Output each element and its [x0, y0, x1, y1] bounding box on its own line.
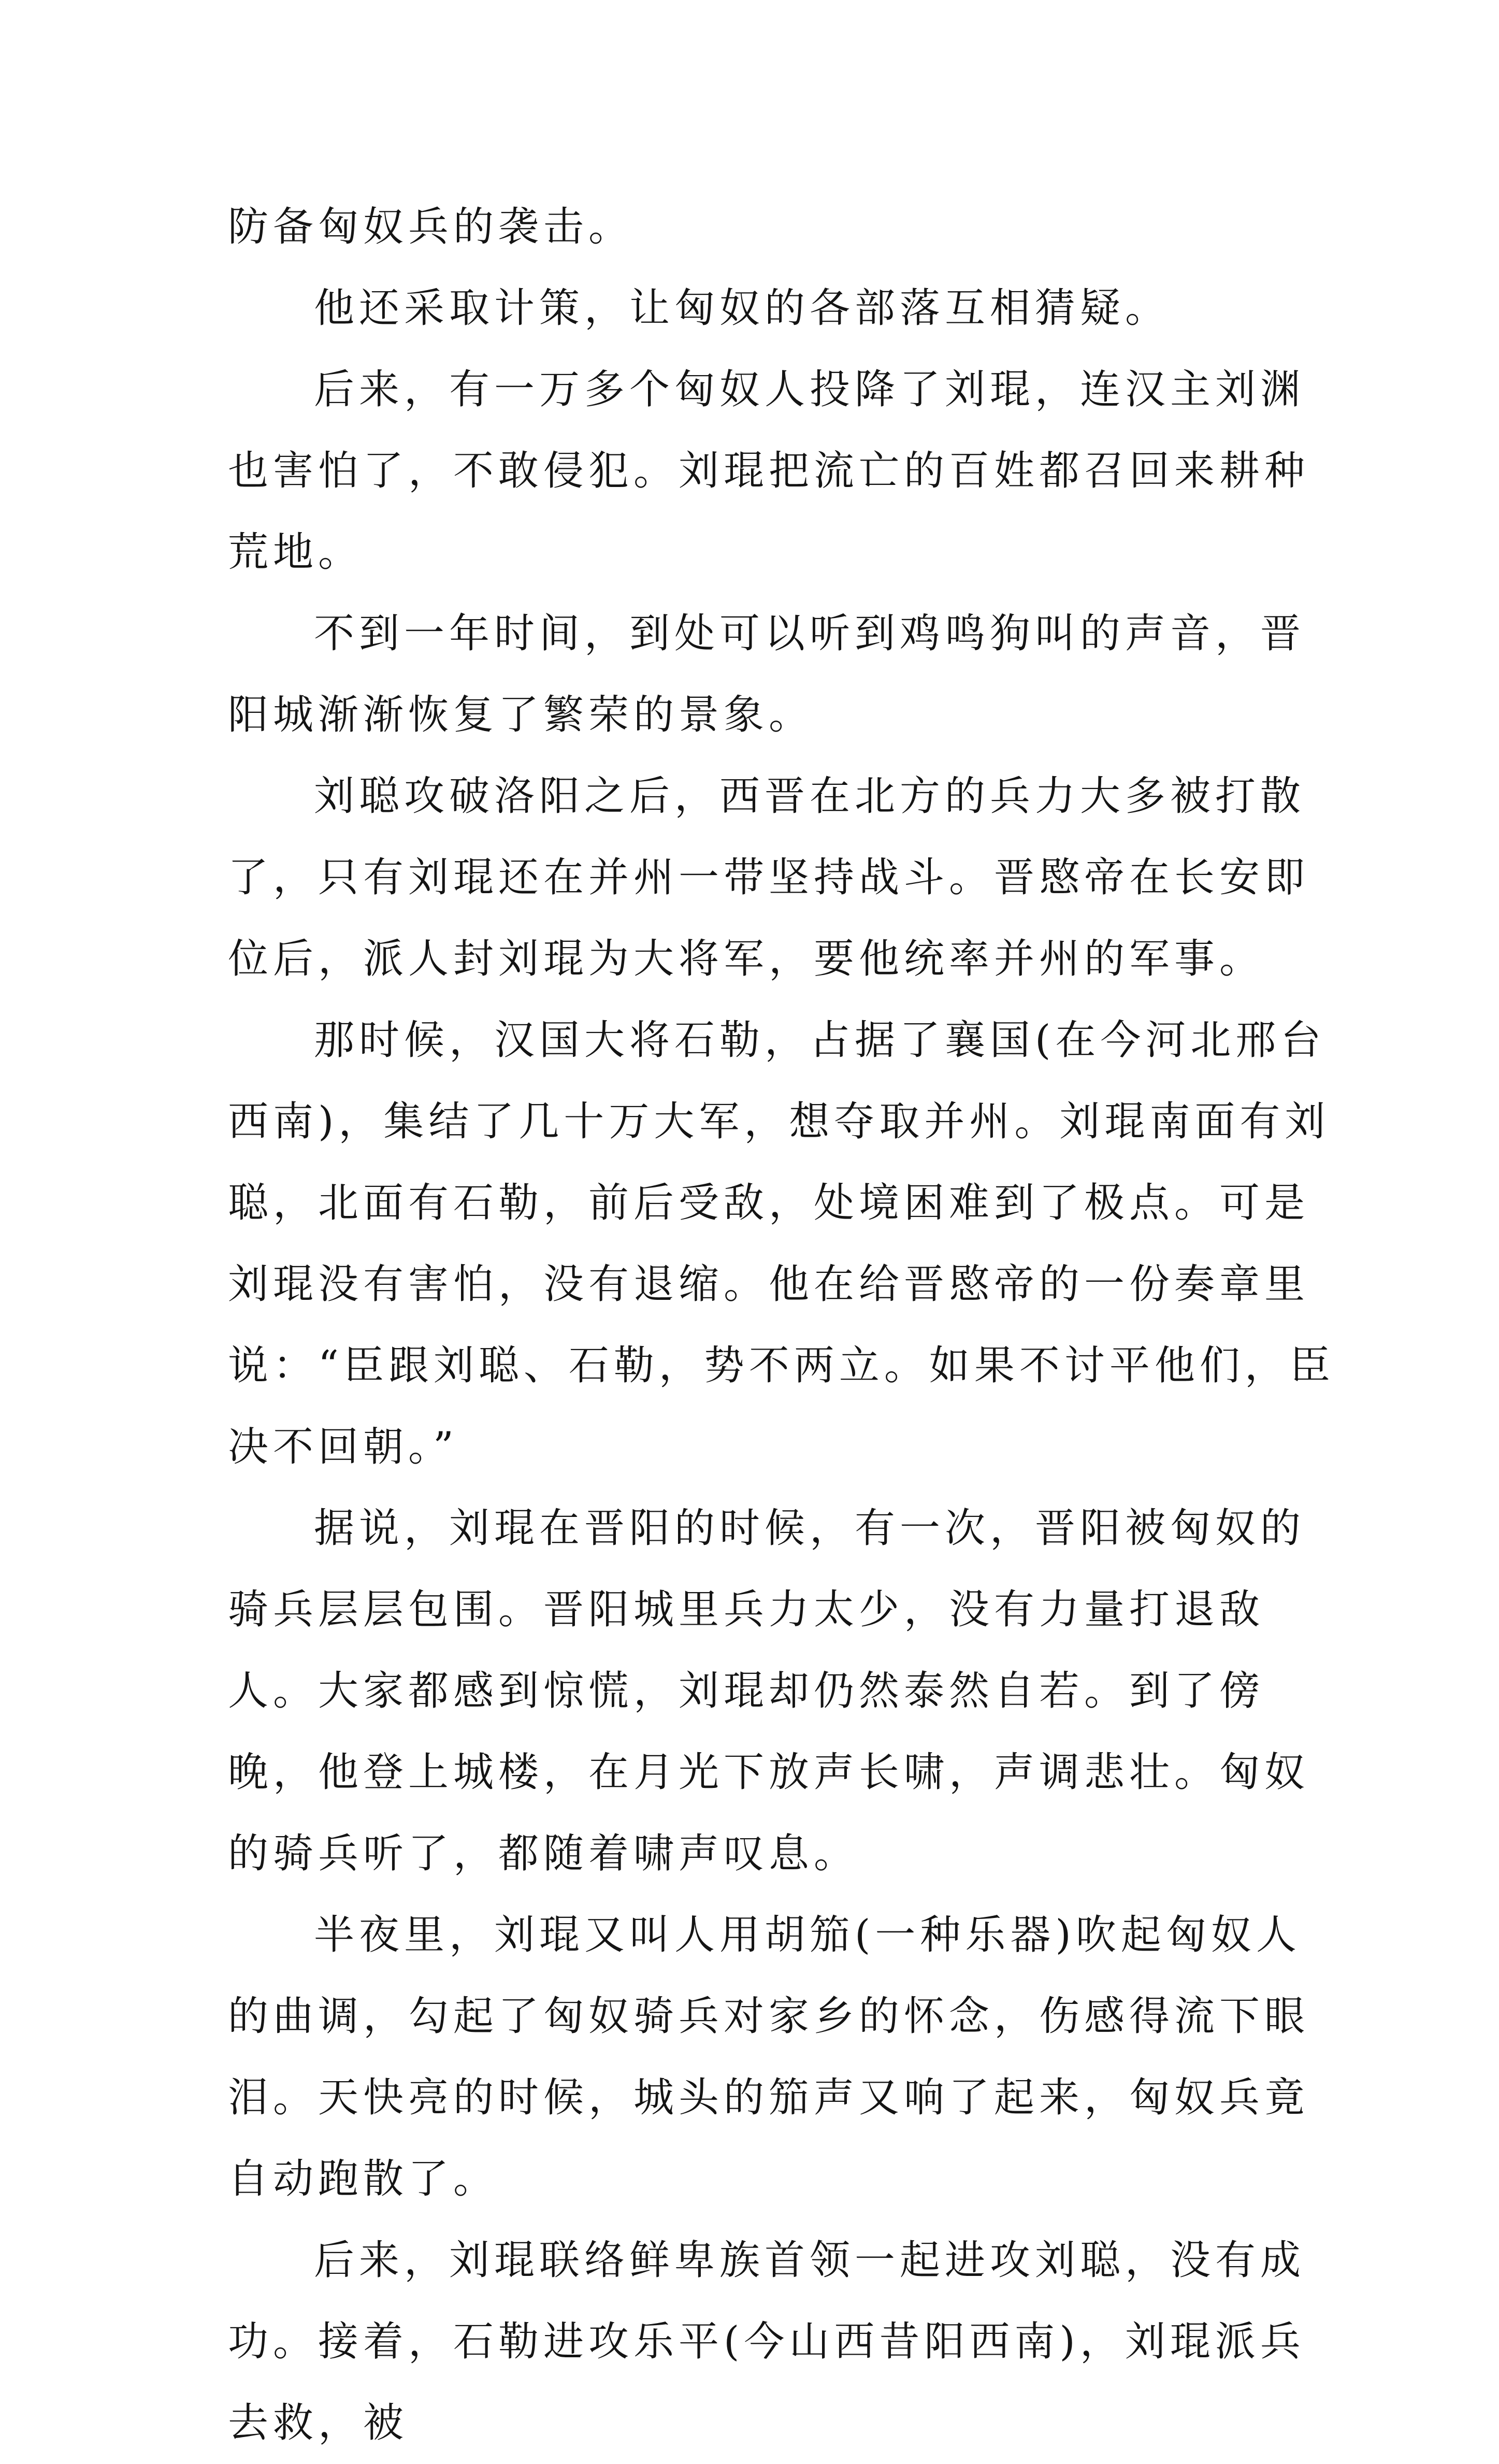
paragraph: 据说，刘琨在晋阳的时候，有一次，晋阳被匈奴的骑兵层层包围。晋阳城里兵力太少，没有力量打退敌人。大家都感到惊慌，刘琨却仍然泰然自若。到了傍晚，他登上城楼，在月光下放声长啸，声调悲壮。匈奴的骑兵听了，都随着啸声叹息。 [228, 1505, 1310, 1877]
paragraph: 刘聪攻破洛阳之后，西晋在北方的兵力大多被打散了，只有刘琨还在并州一带坚持战斗。晋愍帝在长安即位后，派人封刘琨为大将军，要他统率并州的军事。 [228, 773, 1310, 982]
paragraph: 他还采取计策，让匈奴的各部落互相猜疑。 [314, 285, 1171, 332]
paragraph: 半夜里，刘琨又叫人用胡笳(一种乐器)吹起匈奴人的曲调，勾起了匈奴骑兵对家乡的怀念，伤感得流下眼泪。天快亮的时候，城头的笳声又响了起来，匈奴兵竟自动跑散了。 [228, 1912, 1310, 2202]
paragraph: 后来，有一万多个匈奴人投降了刘琨，连汉主刘渊也害怕了，不敢侵犯。刘琨把流亡的百姓都召回来耕种荒地。 [228, 366, 1310, 576]
document-body [228, 187, 1336, 2464]
paragraph: 那时候，汉国大将石勒，占据了襄国(在今河北邢台西南)，集结了几十万大军，想夺取并州。刘琨南面有刘聪，北面有石勒，前后受敌，处境困难到了极点。可是刘琨没有害怕，没有退缩。他在给晋愍帝的一份奏章里说：“臣跟刘聪、石勒，势不两立。如果不讨平他们，臣决不回朝。” [228, 1017, 1335, 1470]
paragraph-continuation: 防备匈奴兵的袭击。 [228, 204, 634, 250]
paragraph: 不到一年时间，到处可以听到鸡鸣狗叫的声音，晋阳城渐渐恢复了繁荣的景象。 [228, 610, 1306, 738]
paragraph: 后来，刘琨联络鲜卑族首领一起进攻刘聪，没有成功。接着，石勒进攻乐平(今山西昔阳西南)，刘琨派兵去救，被 [228, 2237, 1306, 2446]
